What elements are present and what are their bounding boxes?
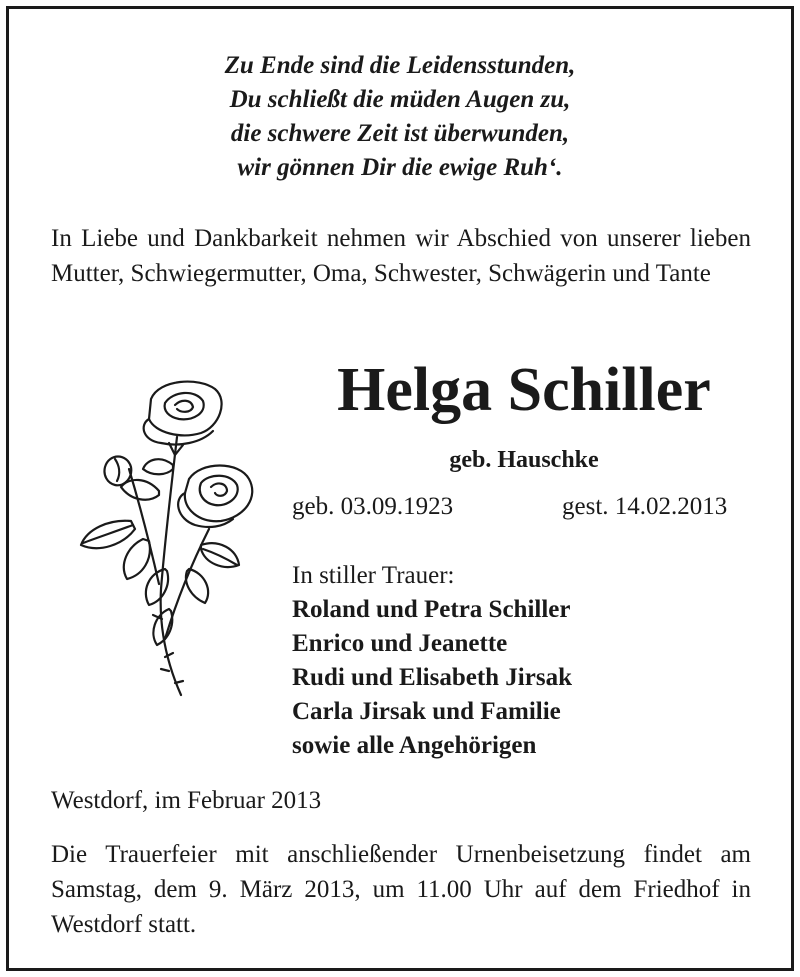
mourner-line: Enrico und Jeanette [292,630,508,657]
poem-line: Zu Ende sind die Leidensstunden, [224,52,576,79]
mourner-line: Roland und Petra Schiller [292,596,571,623]
obituary-frame [6,6,794,971]
mourner-line: Carla Jirsak und Familie [292,698,561,725]
poem [9,49,791,185]
mourner-line: sowie alle Angehörigen [292,732,537,759]
poem-line: die schwere Zeit ist überwunden, [230,120,570,147]
ceremony-text: Die Trauerfeier mit anschließender Urnenbeisetzung findet am Samstag, dem 9. März 2013, um 11.00 Uhr auf dem Friedhof in Westdorf statt. [51,841,751,938]
place-and-date: Westdorf, im Februar 2013 [51,787,322,814]
maiden-name: geb. Hauschke [449,447,599,473]
poem-line: Du schließt die müden Augen zu, [229,86,571,113]
mourners-block [292,559,762,763]
poem-line: wir gönnen Dir die ewige Ruh‘. [237,154,563,181]
mourner-line: Rudi und Elisabeth Jirsak [292,664,572,691]
rose-icon [69,369,259,709]
obituary-content [9,9,791,968]
intro-text: In Liebe und Dankbarkeit nehmen wir Abschied von unserer lieben Mutter, Schwiegermutter, Oma, Schwester, Schwägerin und Tante [51,225,751,287]
birth-date: geb. 03.09.1923 [292,493,454,520]
mourners-heading: In stiller Trauer: [292,562,455,589]
death-date: gest. 14.02.2013 [562,493,728,520]
deceased-name: Helga Schiller [337,356,711,424]
